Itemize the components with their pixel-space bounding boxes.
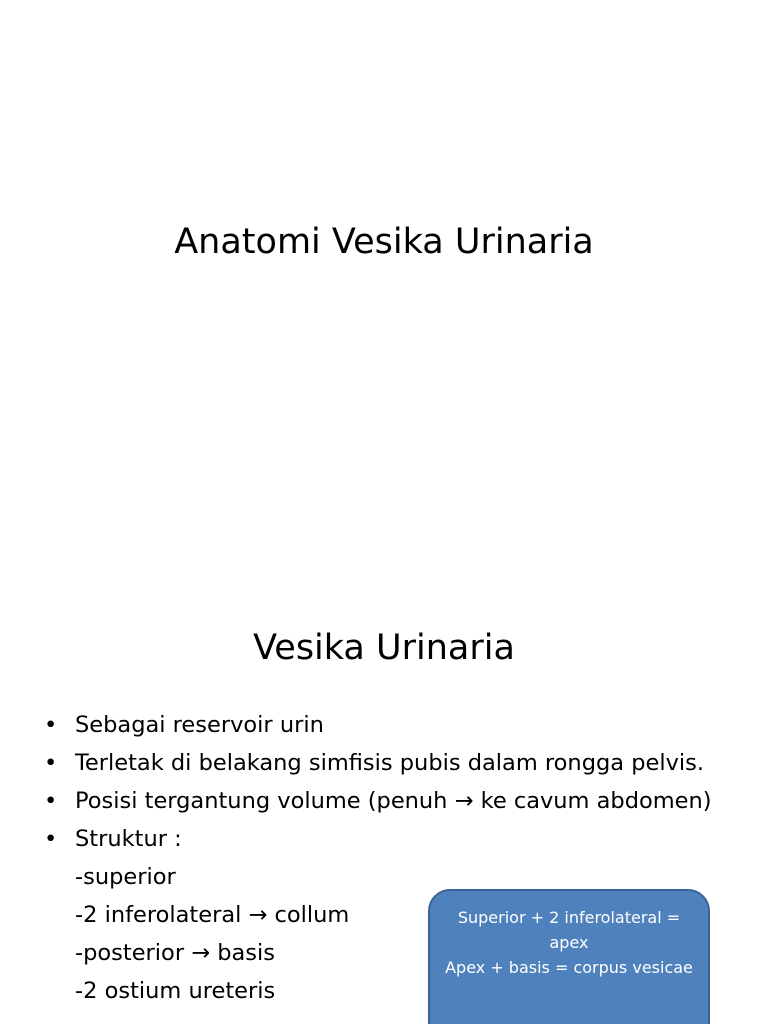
sub-item-text: -superior — [75, 864, 176, 890]
sub-item-text: -2 inferolateral → collum — [75, 902, 350, 928]
sub-item-text: -posterior → basis — [75, 940, 275, 966]
bullet-dot-icon: • — [44, 750, 58, 776]
sub-item — [44, 864, 744, 891]
bullet-text: Struktur : — [75, 826, 182, 852]
bullet-text: Posisi tergantung volume (penuh → ke cavum abdomen) — [75, 788, 712, 814]
bullet-dot-icon: • — [44, 712, 58, 738]
bullet-dot-icon: • — [44, 826, 58, 852]
bullet-text: Terletak di belakang simfisis pubis dalam rongga pelvis. — [75, 750, 705, 776]
callout-box — [428, 889, 710, 1024]
bullet-item — [44, 826, 744, 853]
slide-1-title: Anatomi Vesika Urinaria — [174, 222, 594, 262]
bullet-text: Sebagai reservoir urin — [75, 712, 324, 738]
callout-line-2: Apex + basis = corpus vesicae — [445, 958, 693, 977]
bullet-item — [44, 712, 744, 739]
slide-vesika-urinaria — [0, 576, 768, 1024]
slide-2-title: Vesika Urinaria — [253, 628, 515, 668]
bullet-item — [44, 788, 744, 815]
sub-item-text: -2 ostium ureteris — [75, 978, 276, 1004]
callout-line-1: Superior + 2 inferolateral = apex — [457, 908, 681, 952]
bullet-dot-icon: • — [44, 788, 58, 814]
bullet-item — [44, 750, 744, 777]
